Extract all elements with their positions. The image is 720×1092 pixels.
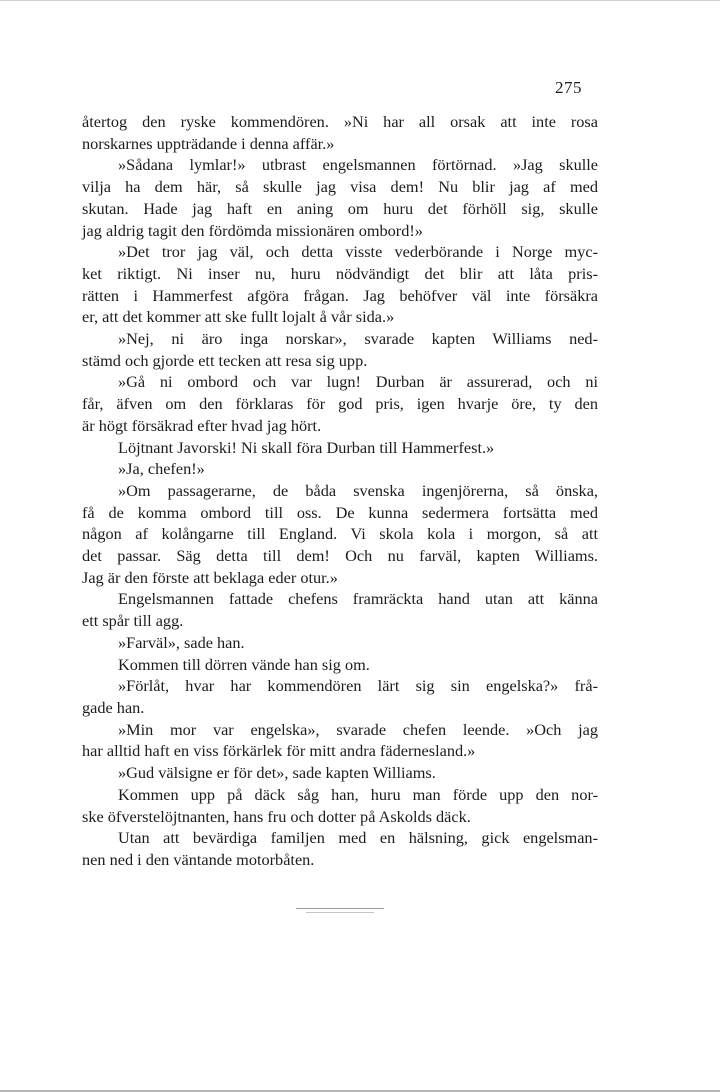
end-rule xyxy=(296,908,384,909)
text-line: nen ned i den väntande motorbåten. xyxy=(82,849,315,869)
end-rule-secondary xyxy=(306,912,374,913)
text-line: »Förlåt, hvar har kommendören lärt sig sin engelska?» frå- xyxy=(118,676,598,696)
text-line: får, äfven om den förklaras för god pris, igen hvarje öre, ty den xyxy=(82,394,598,414)
page-top-edge xyxy=(0,0,720,1)
text-line: Utan att bevärdiga familjen med en hälsning, gick engelsman- xyxy=(118,828,598,848)
text-line: »Gå ni ombord och var lugn! Durban är assurerad, och ni xyxy=(118,372,598,392)
text-line: är högt försäkrad efter hvad jag hört. xyxy=(82,415,322,435)
text-line: har alltid haft en viss förkärlek för mitt andra fädernesland.» xyxy=(82,741,476,761)
text-line: jag aldrig tagit den fördömda missionären ombord!» xyxy=(82,220,423,240)
text-line: »Nej, ni äro inga norskar», svarade kapten Williams ned- xyxy=(118,329,598,349)
text-line: vilja ha dem här, så skulle jag visa dem! Nu blir jag af med xyxy=(82,177,598,197)
text-line: gade han. xyxy=(82,697,145,717)
text-line: Kommen upp på däck såg han, huru man förde upp den nor- xyxy=(118,784,598,804)
text-line: ske öfverstelöjtnanten, hans fru och dotter på Askolds däck. xyxy=(82,806,471,826)
text-line: »Min mor var engelska», svarade chefen leende. »Och jag xyxy=(118,719,598,739)
text-line: »Ja, chefen!» xyxy=(118,459,205,479)
text-line: Löjtnant Javorski! Ni skall föra Durban till Hammerfest.» xyxy=(118,437,495,457)
text-line: »Farväl», sade han. xyxy=(118,632,245,652)
text-line: »Om passagerarne, de båda svenska ingenjörerna, så önska, xyxy=(118,480,598,500)
page-number: 275 xyxy=(555,78,582,97)
text-line: det passar. Säg detta till dem! Och nu farväl, kapten Williams. xyxy=(82,546,598,566)
text-line: »Sådana lymlar!» utbrast engelsmannen förtörnad. »Jag skulle xyxy=(118,155,598,175)
text-line: stämd och gjorde ett tecken att resa sig upp. xyxy=(82,350,368,370)
text-line: få de komma ombord till oss. De kunna sedermera fortsätta med xyxy=(82,502,598,522)
text-line: ett spår till agg. xyxy=(82,611,184,631)
text-line: er, att det kommer att ske fullt lojalt å vår sida.» xyxy=(82,307,395,327)
body-text xyxy=(82,111,598,871)
text-line: Kommen till dörren vände han sig om. xyxy=(118,654,370,674)
text-line: skutan. Hade jag haft en aning om huru det förhöll sig, skulle xyxy=(82,198,598,218)
text-line: någon af kolångarne till England. Vi skola kola i morgon, så att xyxy=(82,524,598,544)
text-line: »Gud välsigne er för det», sade kapten Williams. xyxy=(118,763,436,783)
text-line: Engelsmannen fattade chefens framräckta hand utan att känna xyxy=(118,589,598,609)
text-line: återtog den ryske kommendören. »Ni har all orsak att inte rosa xyxy=(82,112,598,131)
text-line: rätten i Hammerfest afgöra frågan. Jag behöfver väl inte försäkra xyxy=(82,285,598,305)
text-line: norskarnes uppträdande i denna affär.» xyxy=(82,133,335,153)
text-line: »Det tror jag väl, och detta visste vederbörande i Norge myc- xyxy=(118,242,598,262)
text-line: ket riktigt. Ni inser nu, huru nödvändigt det blir att låta pris- xyxy=(82,263,598,283)
text-line: Jag är den förste att beklaga eder otur.» xyxy=(82,567,338,587)
